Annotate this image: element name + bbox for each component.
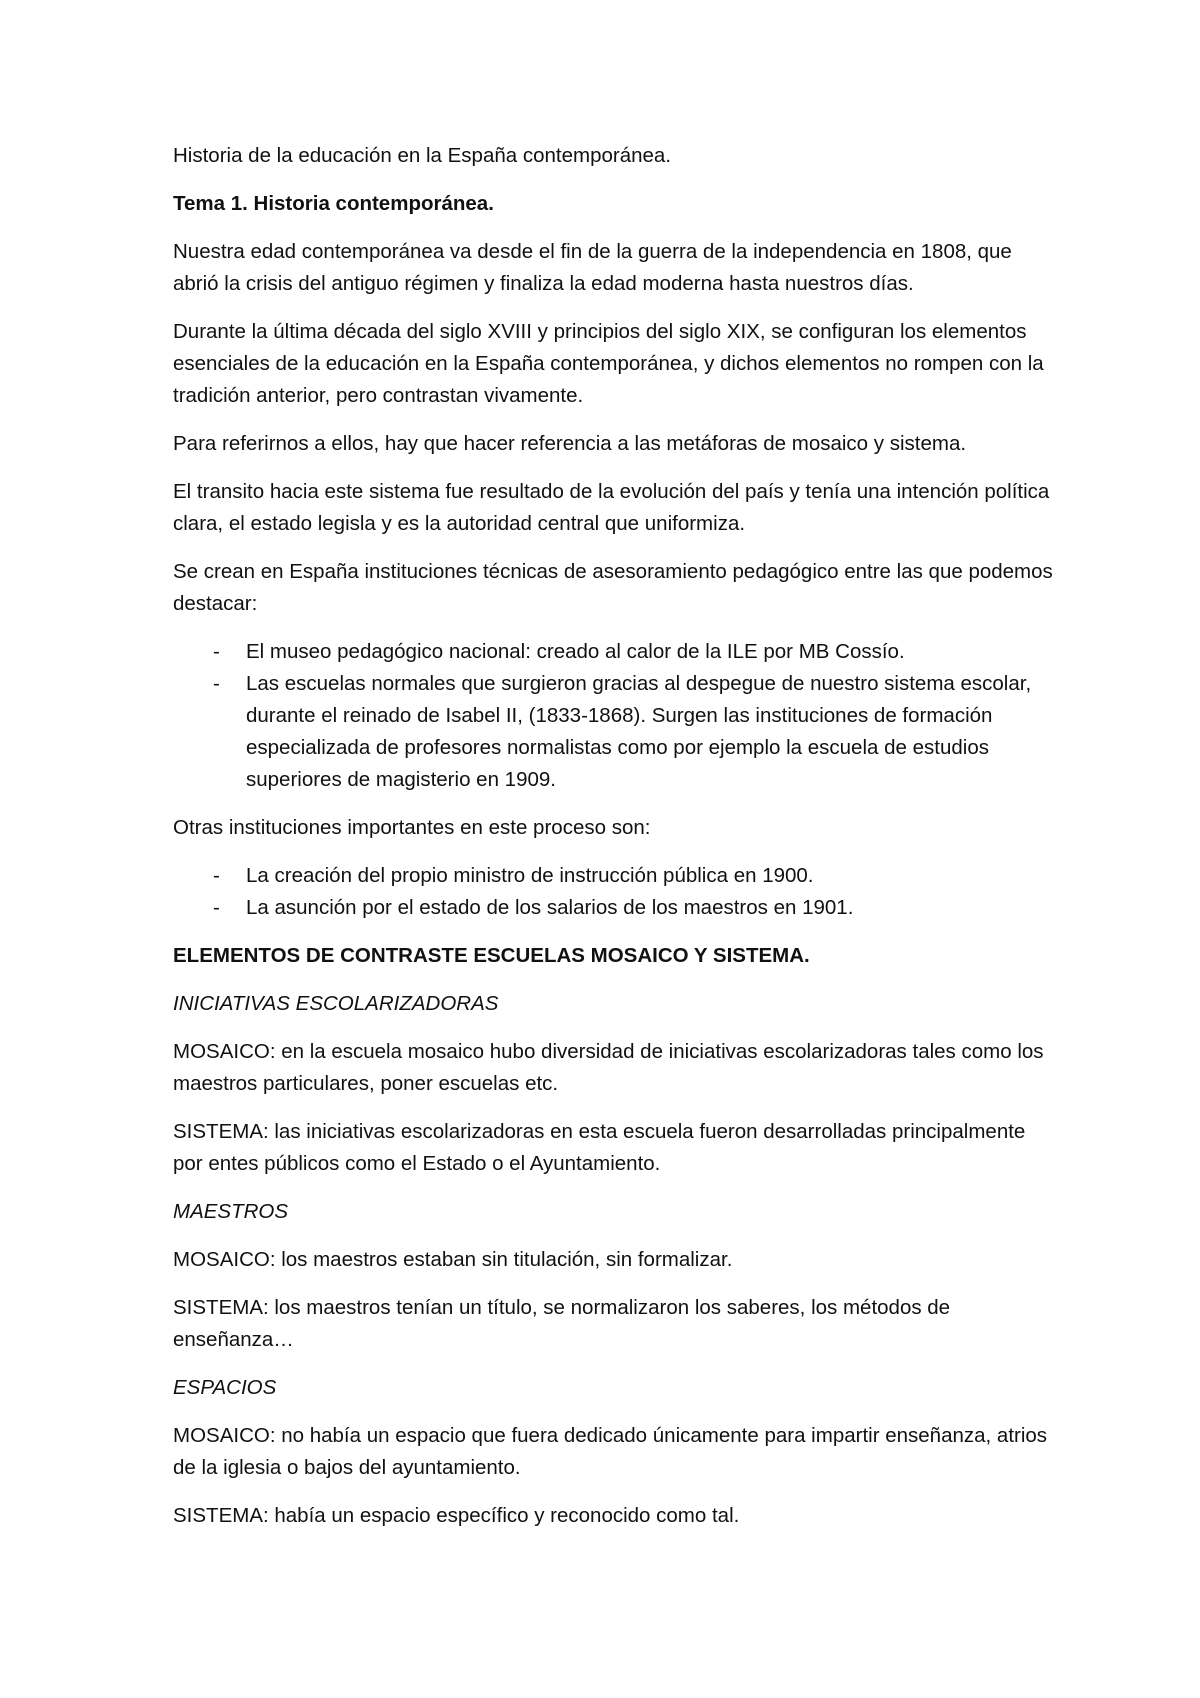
topic-heading: Tema 1. Historia contemporánea. [173, 192, 494, 215]
paragraph: SISTEMA: las iniciativas escolarizadoras en esta escuela fueron desarrolladas principalmente por entes públicos como el Estado o el Ayuntamiento. [173, 1120, 1026, 1175]
list-item-text: La asunción por el estado de los salarios de los maestros en 1901. [246, 896, 854, 919]
dash-bullet: - [213, 864, 220, 887]
dash-bullet: - [213, 672, 220, 695]
document-title: Historia de la educación en la España contemporánea. [173, 144, 672, 167]
paragraph: Durante la última década del siglo XVIII y principios del siglo XIX, se configuran los elementos esenciales de la educación en la España contemporánea, y dichos elementos no rompen con la tradición anterior, pero contrastan vivamente. [173, 320, 1044, 407]
list-item-text: La creación del propio ministro de instrucción pública en 1900. [246, 864, 814, 887]
subsection-heading: MAESTROS [173, 1200, 289, 1223]
paragraph: MOSAICO: no había un espacio que fuera dedicado únicamente para impartir enseñanza, atrios de la iglesia o bajos del ayuntamiento. [173, 1424, 1048, 1479]
paragraph: El transito hacia este sistema fue resultado de la evolución del país y tenía una intención política clara, el estado legisla y es la autoridad central que uniformiza. [173, 480, 1050, 535]
list-item-text: El museo pedagógico nacional: creado al calor de la ILE por MB Cossío. [246, 640, 905, 663]
dash-bullet: - [213, 640, 220, 663]
paragraph: Se crean en España instituciones técnicas de asesoramiento pedagógico entre las que podemos destacar: [173, 560, 1053, 615]
list-item [173, 636, 1053, 668]
institutions-list [173, 636, 1053, 796]
paragraph: Nuestra edad contemporánea va desde el fin de la guerra de la independencia en 1808, que abrió la crisis del antiguo régimen y finaliza la edad moderna hasta nuestros días. [173, 240, 1012, 295]
paragraph: Otras instituciones importantes en este proceso son: [173, 816, 651, 839]
paragraph: MOSAICO: en la escuela mosaico hubo diversidad de iniciativas escolarizadoras tales como los maestros particulares, poner escuelas etc. [173, 1040, 1044, 1095]
other-institutions-list [173, 860, 1053, 924]
paragraph: SISTEMA: había un espacio específico y reconocido como tal. [173, 1504, 740, 1527]
section-heading: ELEMENTOS DE CONTRASTE ESCUELAS MOSAICO Y SISTEMA. [173, 944, 810, 967]
list-item [173, 892, 1053, 924]
subsection-heading: INICIATIVAS ESCOLARIZADORAS [173, 992, 499, 1015]
list-item-text: Las escuelas normales que surgieron gracias al despegue de nuestro sistema escolar, durante el reinado de Isabel II, (1833-1868). Surgen las instituciones de formación especializada de profesores normalistas como por ejemplo la escuela de estudios superiores de magisterio en 1909. [246, 672, 1032, 791]
list-item [173, 668, 1053, 796]
dash-bullet: - [213, 896, 220, 919]
document-page [173, 140, 1053, 1548]
subsection-heading: ESPACIOS [173, 1376, 277, 1399]
list-item [173, 860, 1053, 892]
paragraph: SISTEMA: los maestros tenían un título, se normalizaron los saberes, los métodos de enseñanza… [173, 1296, 951, 1351]
paragraph: Para referirnos a ellos, hay que hacer referencia a las metáforas de mosaico y sistema. [173, 432, 967, 455]
paragraph: MOSAICO: los maestros estaban sin titulación, sin formalizar. [173, 1248, 733, 1271]
